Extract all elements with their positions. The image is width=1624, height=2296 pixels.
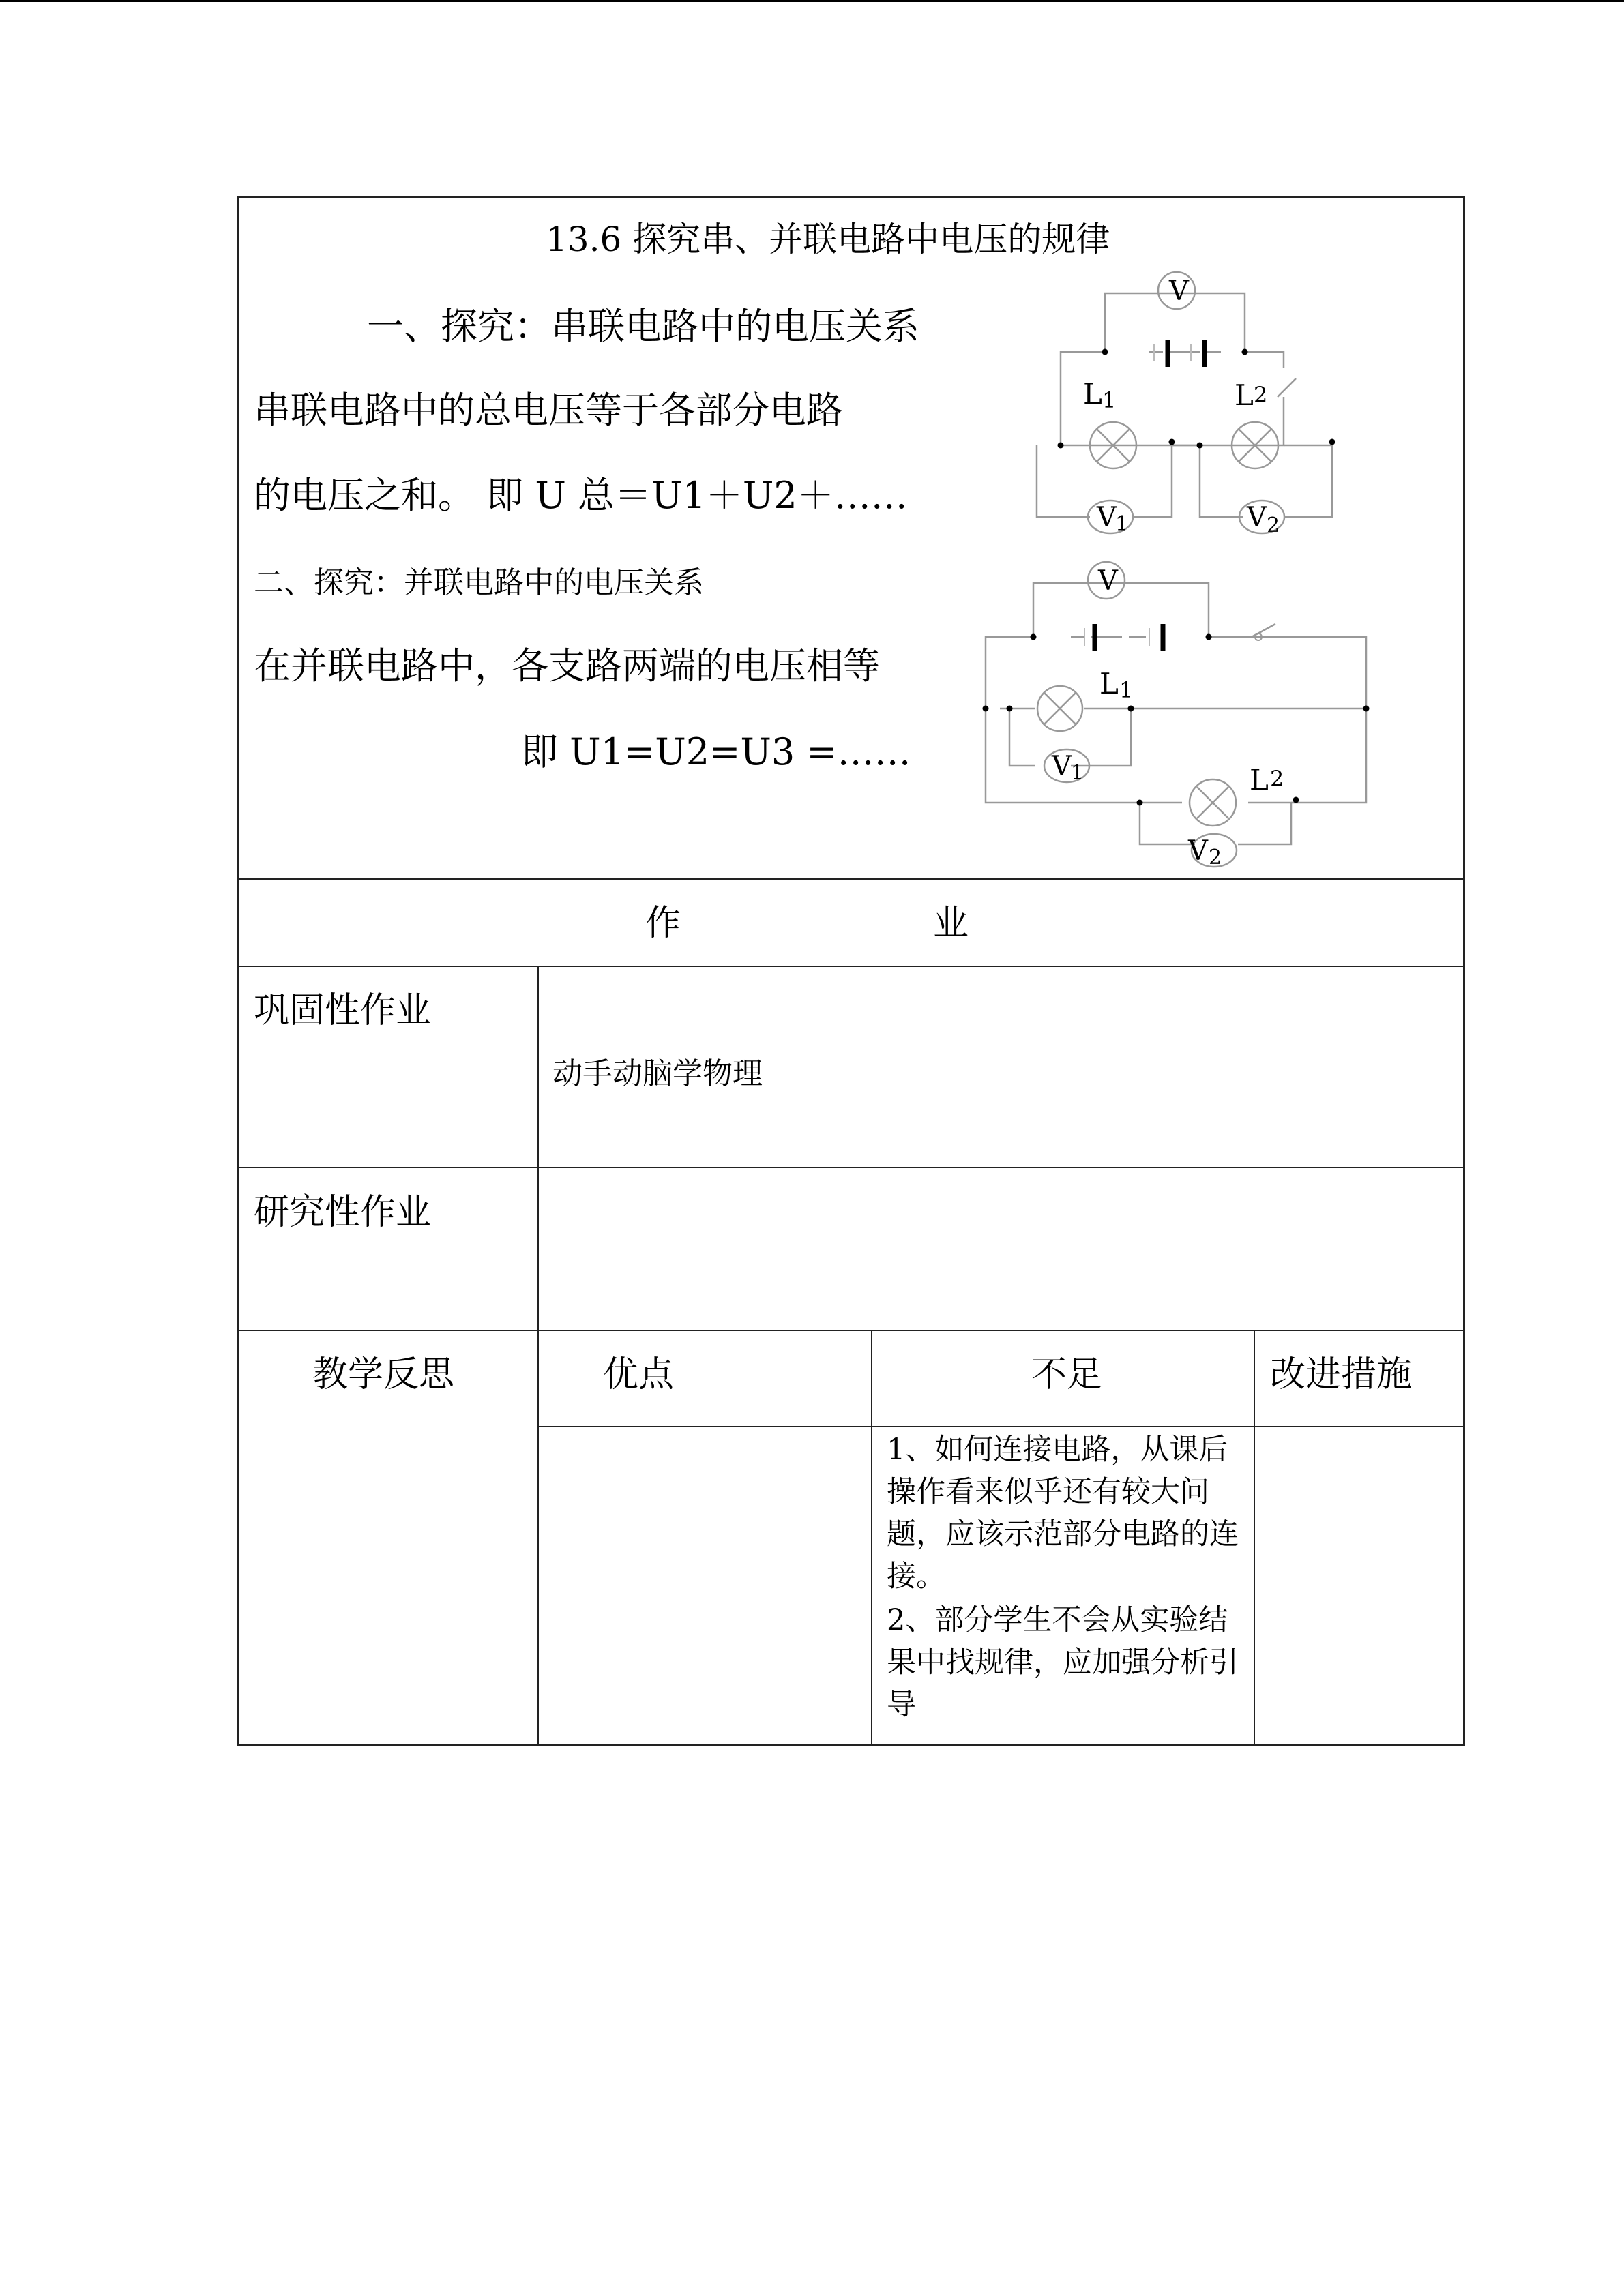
series-rule-line1: 串联电路中的总电压等于各部分电路 — [254, 389, 843, 432]
series-lamp1-subscript: 1 — [1102, 387, 1117, 413]
parallel-lamp1-subscript: 1 — [1119, 677, 1134, 703]
parallel-meter1-subscript: 1 — [1071, 761, 1084, 785]
parallel-meter2-subscript: 2 — [1209, 846, 1222, 869]
parallel-section-heading: 二、探究：并联电路中的电压关系 — [254, 565, 704, 600]
series-meter2-label: V — [1247, 502, 1267, 533]
series-meter-total-label: V — [1169, 275, 1189, 307]
homework-header-left: 作 — [645, 903, 681, 944]
series-lamp2-subscript: 2 — [1254, 382, 1268, 408]
series-rule-line2: 的电压之和。 即 U 总＝U1＋U2＋…… — [254, 474, 908, 517]
col-divider-shortcomings — [1254, 1330, 1255, 1746]
row-divider-lesson — [237, 878, 1465, 880]
consolidation-homework-content: 动手动脑学物理 — [552, 1056, 763, 1091]
series-lamp1-label: L — [1083, 377, 1102, 411]
row-divider-consolidation — [237, 1167, 1465, 1168]
row-divider-reflection-header — [538, 1426, 1465, 1427]
consolidation-homework-label: 巩固性作业 — [254, 990, 432, 1031]
homework-header-right: 业 — [933, 903, 969, 944]
reflection-col-shortcomings: 不足 — [1031, 1354, 1103, 1395]
series-meter1-subscript: 1 — [1115, 512, 1129, 536]
research-homework-label: 研究性作业 — [254, 1192, 432, 1233]
parallel-lamp1-label: L — [1099, 667, 1119, 700]
row-divider-research — [237, 1330, 1465, 1331]
series-lamp2-label: L — [1235, 378, 1254, 412]
col-divider-advantages — [871, 1330, 872, 1746]
parallel-lamp2-subscript: 2 — [1270, 766, 1284, 792]
parallel-meter-total-label: V — [1098, 565, 1118, 597]
reflection-shortcoming-2: 2、部分学生不会从实验结果中找规律，应加强分析引导 — [887, 1603, 1239, 1722]
parallel-rule-line1: 在并联电路中，各支路两端的电压相等 — [254, 644, 880, 687]
lesson-title: 13.6 探究串、并联电路中电压的规律 — [546, 220, 1110, 259]
parallel-lamp2-label: L — [1250, 763, 1269, 796]
reflection-col-advantages: 优点 — [603, 1354, 675, 1395]
reflection-col-improvements: 改进措施 — [1270, 1354, 1413, 1395]
parallel-meter2-label: V — [1188, 835, 1208, 867]
reflection-label: 教学反思 — [312, 1354, 455, 1395]
page-top-border — [0, 0, 1624, 2]
series-section-heading: 一、探究：串联电路中的电压关系 — [367, 305, 919, 348]
row-divider-homework-header — [237, 966, 1465, 967]
parallel-meter1-label: V — [1052, 751, 1072, 782]
reflection-shortcoming-1: 1、如何连接电路，从课后操作看来似乎还有较大问题，应该示范部分电路的连接。 — [887, 1433, 1239, 1594]
series-circuit-diagram — [1003, 266, 1398, 546]
series-meter1-label: V — [1097, 502, 1117, 533]
parallel-circuit-diagram — [975, 556, 1391, 876]
col-divider-label — [537, 966, 539, 1746]
series-meter2-subscript: 2 — [1267, 513, 1280, 537]
parallel-rule-line2: 即 U1=U2=U3 =…… — [521, 730, 911, 773]
